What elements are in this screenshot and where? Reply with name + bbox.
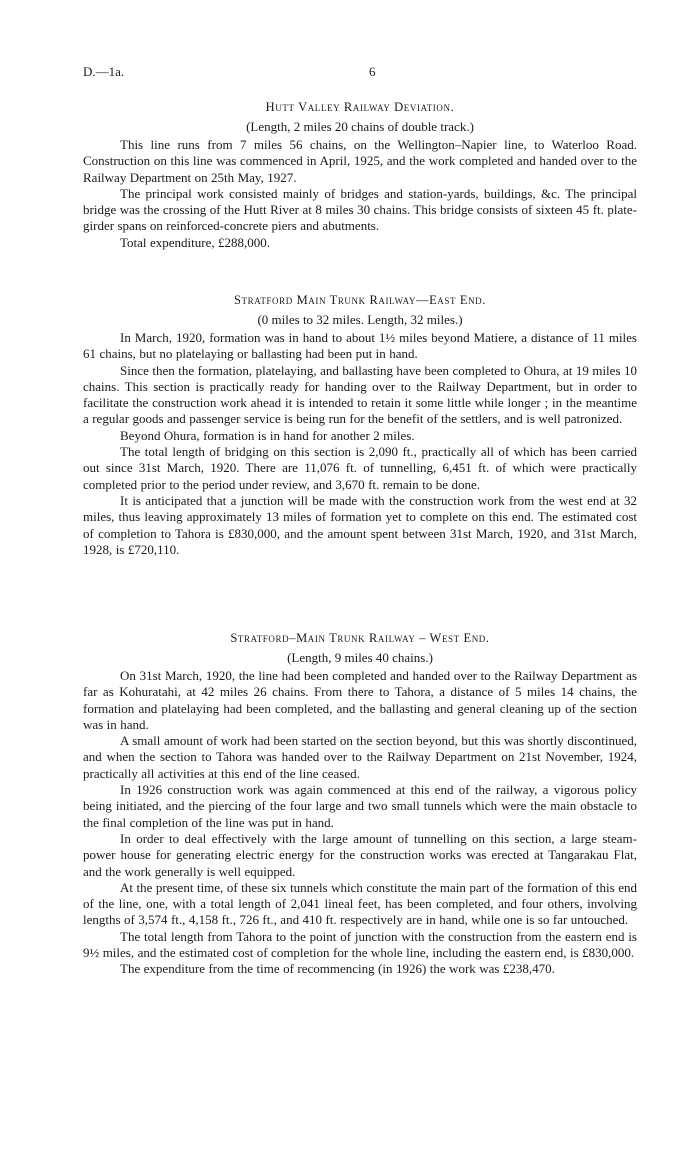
paragraph: The principal work consisted mainly of bridges and station-yards, buildings, &c. The principal bridge was the crossing of the Hutt River at 8 miles 30 chains. This bridge consists of sixteen 45 ft. plate-girder spans on reinforced-concrete piers and abutments. xyxy=(83,185,637,234)
paragraph: It is anticipated that a junction will be made with the construction work from the west end at 32 miles, thus leaving approximately 13 miles of formation yet to complete on this end. The estimated cost of completion to Tahora is £830,000, and the amount spent between 31st March, 1920, and 31st March, 1928, is £720,110. xyxy=(83,492,637,557)
paragraph: Beyond Ohura, formation is in hand for another 2 miles. xyxy=(120,427,415,443)
section-stratford-east xyxy=(83,292,637,558)
paragraph: A small amount of work had been started on the section beyond, but this was shortly discontinued, and when the section to Tahora was handed over to the Railway Department on 21st November, 1924, practically all activities at this end of the line ceased. xyxy=(83,733,637,781)
paragraph: At the present time, of these six tunnels which constitute the main part of the formation of this end of the line, one, with a total length of 2,041 lineal feet, has been completed, and four others, involving lengths of 3,574 ft., 4,158 ft., 726 ft., and 410 ft. respectively are in hand, while one is so far untouched. xyxy=(83,879,637,928)
paragraph: This line runs from 7 miles 56 chains, on the Wellington–Napier line, to Waterloo Road. Construction on this line was commenced in April, 1925, and the work completed and handed over to the Railway Department on 25th May, 1927. xyxy=(83,137,637,185)
paragraph: On 31st March, 1920, the line had been completed and handed over to the Railway Department as far as Kohuratahi, at 42 miles 26 chains. From there to Tahora, a distance of 5 miles 14 chains, the formation and platelaying had been completed, and the ballasting and general cleaning up of the section was in hand. xyxy=(83,668,637,732)
section-stratford-west xyxy=(83,630,637,978)
paragraph: The expenditure from the time of recommencing (in 1926) the work was £238,470. xyxy=(120,961,555,977)
paragraph: Since then the formation, platelaying, and ballasting have been completed to Ohura, at 19 miles 10 chains. This section is practically ready for handing over to the Railway Department, but in order to facilitate the construction work ahead it is intended to retain it some little while longer ; in the meantime a regular goods and passenger service is being run for the benefit of the settlers, and is well patronized. xyxy=(83,362,637,427)
paragraph: In order to deal effectively with the large amount of tunnelling on this section, a large steam-power house for generating electric energy for the construction works was erected at Tangarakau Flat, and the work generally is well equipped. xyxy=(83,830,637,879)
section-title: Stratford–Main Trunk Railway – West End. xyxy=(230,631,490,645)
document-code: D.—1a. xyxy=(83,64,125,79)
paragraph: In 1926 construction work was again commenced at this end of the railway, a vigorous policy being initiated, and the piercing of the four large and two small tunnels which were the main obstacle to the final completion of the line was put in hand. xyxy=(83,782,637,830)
paragraph: In March, 1920, formation was in hand to about 1½ miles beyond Matiere, a distance of 11 miles 61 chains, but no platelaying or ballasting had been put in hand. xyxy=(83,330,637,362)
page-number: 6 xyxy=(369,64,376,79)
section-subtitle: (Length, 9 miles 40 chains.) xyxy=(287,650,433,665)
page-header xyxy=(83,64,623,84)
section-subtitle: (0 miles to 32 miles. Length, 32 miles.) xyxy=(257,312,463,327)
section-subtitle: (Length, 2 miles 20 chains of double track.) xyxy=(246,119,474,134)
section-title: Hutt Valley Railway Deviation. xyxy=(265,100,455,114)
section-hutt-valley xyxy=(83,99,637,251)
section-title: Stratford Main Trunk Railway—East End. xyxy=(233,293,486,307)
paragraph: Total expenditure, £288,000. xyxy=(120,234,271,250)
paragraph: The total length from Tahora to the point of junction with the construction from the eastern end is 9½ miles, and the estimated cost of completion for the whole line, including the eastern end, is £830,000. xyxy=(83,928,637,961)
paragraph: The total length of bridging on this section is 2,090 ft., practically all of which has been carried out since 31st March, 1920. There are 11,076 ft. of tunnelling, 6,451 ft. of which were practically completed prior to the period under review, and 3,670 ft. remain to be done. xyxy=(83,444,637,492)
